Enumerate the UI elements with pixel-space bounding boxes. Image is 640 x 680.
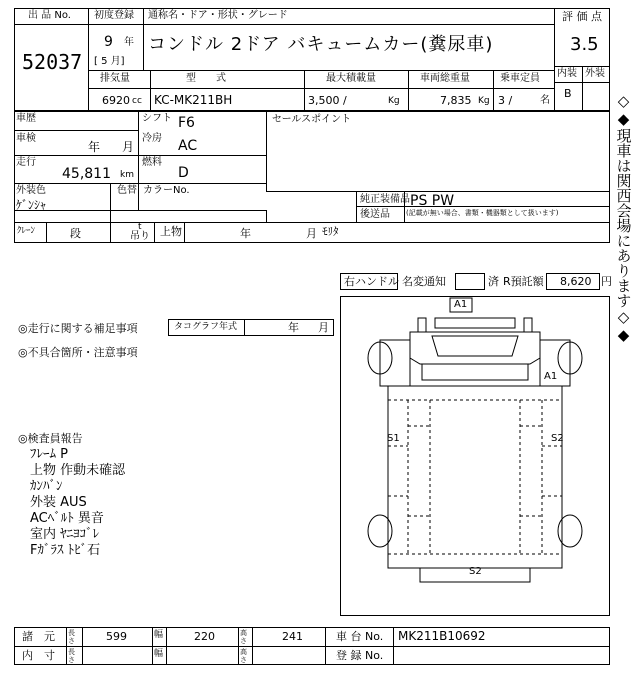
color-number-label: カラーNo. [143, 185, 190, 196]
crane-stage: 段 [70, 227, 81, 240]
rating-label: 評 価 点 [562, 10, 602, 23]
damage-mark-a1-right: A1 [544, 371, 558, 382]
inspector-report-label: ◎検査員報告 [18, 432, 83, 445]
side-note: ◇◆現車は関西会場にあります◇◆ [614, 92, 633, 344]
length-value: 599 [106, 630, 127, 643]
cab-roof [435, 318, 515, 328]
inspector-line: ﾌﾚｰﾑ P [30, 447, 68, 462]
crane-label: ｸﾚｰﾝ [17, 226, 36, 236]
capacity-label: 乗車定員 [500, 73, 540, 84]
damage-mark-s2-rear: S2 [469, 566, 482, 577]
lot-number: 52037 [22, 50, 83, 74]
inspector-line: 室内 ﾔﾆﾖｺﾞﾚ [30, 527, 100, 542]
r-calc-unit: 円 [601, 275, 612, 288]
gross-weight-unit: Kg [478, 96, 490, 106]
genuine-value: PS PW [410, 193, 455, 209]
genuine-label: 純正装備品 [360, 194, 410, 205]
height-label-inner: 高さ [240, 648, 247, 664]
width-label-inner: 幅 [154, 649, 164, 659]
dims-label: 諸 元 [22, 630, 55, 643]
mileage-label: 走行 [16, 157, 36, 168]
name-change-box [455, 273, 485, 290]
name-label: 通称名・ドア・形状・グレード [148, 10, 288, 21]
body-maker: ﾓﾘﾀ [322, 225, 339, 238]
max-load-value: 3,500 / [308, 94, 347, 107]
height-value: 241 [282, 630, 303, 643]
yard-label: 済 [488, 275, 499, 288]
right-hand-label: 右ハンドル [344, 275, 399, 288]
fuel-value: D [178, 165, 189, 181]
first-reg-label: 初度登録 [94, 10, 134, 21]
reg-month: [ 5 月] [94, 56, 125, 67]
inspector-lines [30, 447, 125, 559]
inspector-line: 外装 AUS [30, 495, 87, 510]
mirror-right [524, 318, 532, 332]
inspector-line: Fｶﾞﾗｽ ﾄﾋﾞ石 [30, 543, 101, 558]
displacement-value: 6920 [102, 94, 130, 107]
inspector-line: ACﾍﾞﾙﾄ 異音 [30, 511, 104, 526]
body-box [388, 386, 562, 568]
damage-mark-s2-right: S2 [551, 433, 564, 444]
body-year: 年 [240, 227, 251, 240]
displacement-label: 排気量 [100, 73, 130, 84]
width-label: 幅 [154, 630, 164, 640]
color-value: ｹﾞﾝｼｬ [16, 198, 47, 212]
frame-no-value: MK211B10692 [398, 629, 486, 643]
front-fender-left [380, 340, 410, 386]
mileage-unit: km [120, 170, 134, 180]
reg-no-label: 登 録 No. [336, 649, 384, 662]
tacho-year: 年 [288, 321, 299, 334]
exterior-grade-label: 外装 [585, 68, 605, 79]
capacity-unit: 名 [540, 95, 550, 106]
tacho-month: 月 [318, 321, 329, 334]
mileage-value: 45,811 [62, 166, 111, 182]
inspector-line: 上物 作動未確認 [30, 463, 126, 478]
reg-year-unit: 年 [124, 37, 134, 48]
displacement-unit: cc [132, 96, 142, 106]
crane-hook: 吊り [130, 231, 150, 242]
lot-label: 出 品 No. [28, 10, 71, 21]
color-label: 外装色 [16, 185, 46, 196]
gross-weight-value: 7,835 [440, 94, 472, 107]
name-change-label: 名変通知 [402, 275, 446, 288]
damage-mark-s1: S1 [387, 433, 400, 444]
ac-label: 冷房 [142, 133, 162, 144]
tacho-label: タコグラフ年式 [174, 322, 238, 332]
windshield [432, 336, 518, 356]
ac-value: AC [178, 138, 198, 154]
interior-grade-label: 内装 [557, 68, 577, 79]
frame-no-label: 車 台 No. [336, 630, 384, 643]
model-label: 型 式 [186, 73, 226, 84]
reg-year: 9 [104, 34, 113, 50]
r-calc-value: 8,620 [560, 275, 592, 288]
inspector-line: ｶﾝﾊﾞﾝ [30, 479, 63, 494]
inspection-month: 月 [122, 140, 135, 154]
mirror-left [418, 318, 426, 332]
inner-dims-label: 内 寸 [22, 649, 55, 662]
defect-notes-label: ◎不具合箇所・注意事項 [18, 346, 138, 359]
aftermarket-label: 後送品 [360, 209, 390, 220]
body-month: 月 [306, 227, 317, 240]
body-label: 上物 [160, 225, 182, 238]
width-value: 220 [194, 630, 215, 643]
crane-ton: t [138, 222, 142, 232]
hood [422, 364, 528, 380]
model-value: KC-MK211BH [154, 93, 233, 107]
fuel-label: 燃料 [142, 157, 162, 168]
driving-notes-label: ◎走行に関する補足事項 [18, 322, 138, 335]
selling-points-label: セールスポイント [272, 114, 352, 125]
r-calc-label: R預託額 [503, 275, 544, 288]
car-name: コンドル 2ドア バキュームカー(糞尿車) [148, 34, 494, 55]
length-label: 長さ [68, 629, 75, 645]
gross-weight-label: 車両総重量 [420, 73, 470, 84]
inspection-year: 年 [88, 140, 101, 154]
inspection-label: 車検 [16, 133, 36, 144]
shift-label: シフト [142, 113, 172, 124]
shift-value: F6 [178, 115, 195, 131]
history-label: 車歴 [16, 113, 36, 124]
interior-grade: B [564, 87, 572, 100]
capacity-value: 3 / [498, 94, 513, 107]
rating-value: 3.5 [570, 34, 599, 55]
max-load-unit: Kg [388, 96, 400, 106]
height-label: 高さ [240, 629, 247, 645]
length-label-inner: 長さ [68, 648, 75, 664]
aftermarket-note: (記載が無い場合、書類・機器類として扱います) [406, 209, 559, 217]
max-load-label: 最大積載量 [326, 73, 376, 84]
cab-body [410, 332, 540, 364]
color-change-label: 色替 [117, 185, 137, 196]
damage-mark-a1-top: A1 [454, 299, 468, 310]
